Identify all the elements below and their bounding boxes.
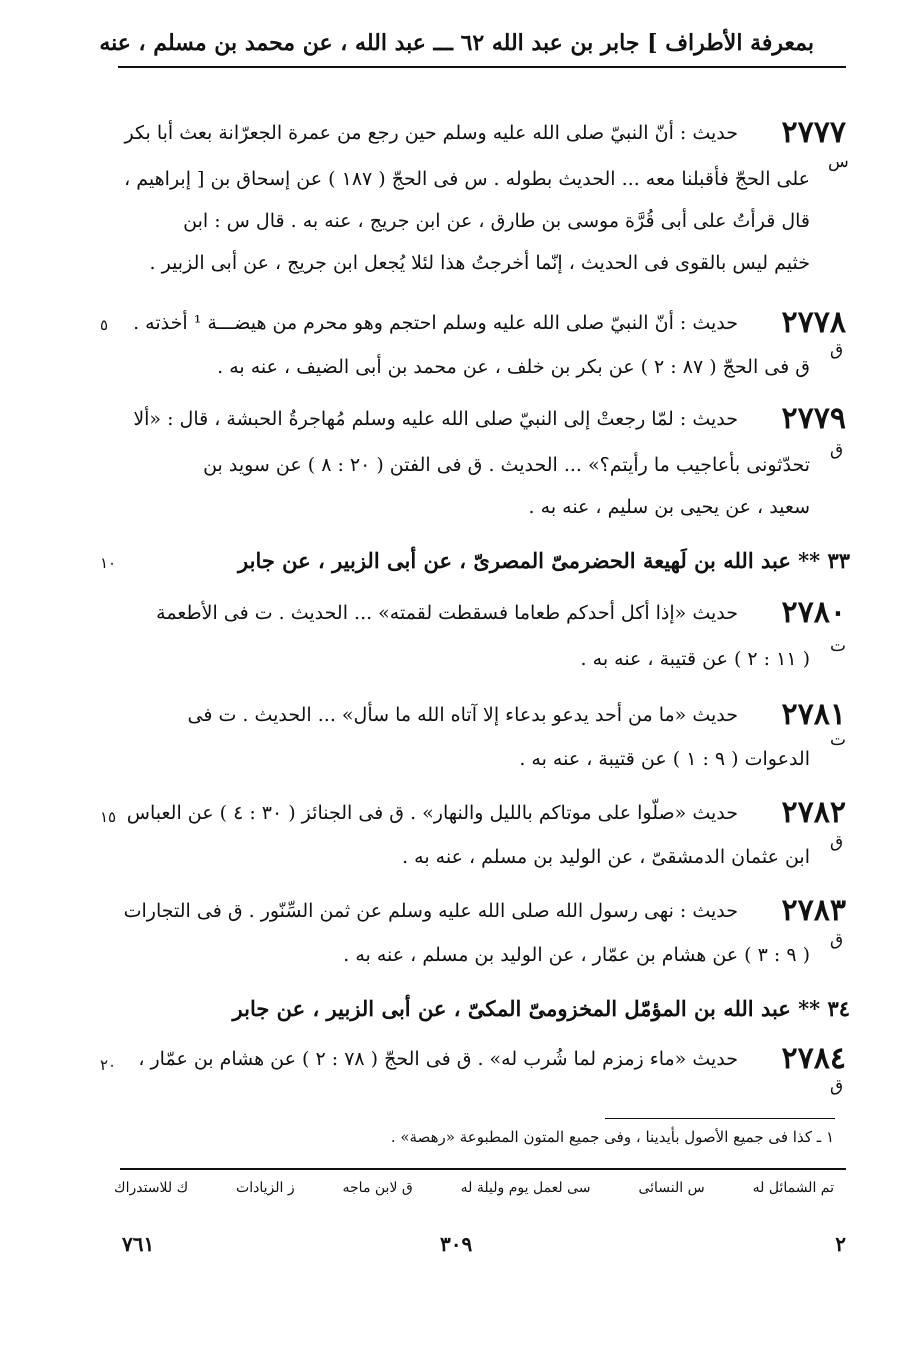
abbrev-item: ز الزيادات xyxy=(236,1180,295,1196)
entry-line: سعيد ، عن يحيى بن سليم ، عنه به . xyxy=(528,496,810,518)
line-number: ٥ xyxy=(100,316,109,334)
entry-line: ق فى الحجّ ( ٨٧ : ٢ ) عن بكر بن خلف ، عن محمد بن أبى الضيف ، عنه به . xyxy=(217,356,810,378)
entry-number: ٢٧٨٣ xyxy=(781,893,846,928)
abbrev-item: ق لابن ماجه xyxy=(342,1180,413,1196)
entry-number: ٢٧٨١ xyxy=(781,697,846,732)
section-heading: ٣٣ ** عبد الله بن لَهيعة الحضرمىّ المصرىّ ، عن أبى الزبير ، عن جابر xyxy=(238,548,850,573)
line-number: ١٥ xyxy=(100,808,117,826)
entry-line: حديث : نهى رسول الله صلى الله عليه وسلم عن ثمن السِّنّور . ق فى التجارات xyxy=(123,900,738,922)
entry-line: حديث «صلّوا على موتاكم بالليل والنهار» . ق فى الجنائز ( ٣٠ : ٤ ) عن العباس xyxy=(126,802,738,824)
line-number: ١٠ xyxy=(100,554,117,572)
entry-line: حديث : أنّ النبيّ صلى الله عليه وسلم احتجم وهو محرم من هيضـــة ¹ أخذته . xyxy=(133,312,738,334)
entry-line: حديث «ما من أحد يدعو بدعاء إلا آتاه الله ما سأل» ... الحديث . ت فى xyxy=(187,704,738,726)
margin-siglum: س xyxy=(828,152,849,172)
margin-siglum: ق xyxy=(830,340,844,360)
margin-siglum: ق xyxy=(830,930,844,950)
entry-number: ٢٧٨٠ xyxy=(781,595,846,630)
footnote: ١ ـ كذا فى جميع الأصول بأيدينا ، وفى جميع المتون المطبوعة «رهصة» . xyxy=(390,1128,834,1146)
entry-number: ٢٧٧٩ xyxy=(781,401,846,436)
header-rule xyxy=(118,66,846,68)
entry-line: على الحجّ فأقبلنا معه ... الحديث بطوله . س فى الحجّ ( ١٨٧ ) عن إسحاق بن [ إبراهيم ، xyxy=(124,168,810,190)
entry-number: ٢٧٨٤ xyxy=(781,1041,846,1076)
abbrev-item: سى لعمل يوم وليلة له xyxy=(460,1180,591,1196)
entry-number: ٢٧٨٢ xyxy=(781,795,846,830)
margin-siglum: ق xyxy=(830,440,844,460)
entry-line: الدعوات ( ٩ : ١ ) عن قتيبة ، عنه به . xyxy=(519,748,810,770)
entry-line: ابن عثمان الدمشقىّ ، عن الوليد بن مسلم ، عنه به . xyxy=(402,846,810,868)
abbrev-item: ك للاستدراك xyxy=(114,1180,189,1196)
entry-number: ٢٧٧٨ xyxy=(781,305,846,340)
folio-left: ٧٦١ xyxy=(122,1232,155,1256)
entry-line: تحدّثونى بأعاجيب ما رأيتم؟» ... الحديث . ق فى الفتن ( ٢٠ : ٨ ) عن سويد بن xyxy=(203,454,810,476)
line-number: ٢٠ xyxy=(100,1056,117,1074)
entry-line: حديث : لمّا رجعتْ إلى النبيّ صلى الله عليه وسلم مُهاجرةُ الحبشة ، قال : «ألا xyxy=(133,408,738,430)
section-heading: ٣٤ ** عبد الله بن المؤمّل المخزومىّ المكىّ ، عن أبى الزبير ، عن جابر xyxy=(232,996,850,1021)
entry-line: حديث «إذا أكل أحدكم طعاما فسقطت لقمته» ... الحديث . ت فى الأطعمة xyxy=(156,602,738,624)
entry-line: حديث : أنّ النبيّ صلى الله عليه وسلم حين رجع من عمرة الجعرّانة بعث أبا بكر xyxy=(124,122,738,144)
entry-number: ٢٧٧٧ xyxy=(781,115,846,150)
margin-siglum: ت xyxy=(830,730,847,750)
abbrev-item: تم الشمائل له xyxy=(752,1180,834,1196)
entry-line: حديث «ماء زمزم لما شُرب له» . ق فى الحجّ ( ٧٨ : ٢ ) عن هشام بن عمّار ، xyxy=(138,1048,738,1070)
entry-line: خثيم ليس بالقوى فى الحديث ، إنّما أخرجتُ هذا لئلا يُجعل ابن جريج ، عن أبى الزبير . xyxy=(149,252,810,274)
folio-center: ٣٠٩ xyxy=(440,1232,473,1256)
folio-right: ٢ xyxy=(835,1232,846,1256)
abbrev-item: س النسائى xyxy=(638,1180,705,1196)
margin-siglum: ق xyxy=(830,832,844,852)
margin-siglum: ق xyxy=(830,1076,844,1096)
running-header: بمعرفة الأطراف ] جابر بن عبد الله ٦٢ ـــ عبد الله ، عن محمد بن مسلم ، عنه xyxy=(99,30,814,56)
entry-line: ( ١١ : ٢ ) عن قتيبة ، عنه به . xyxy=(580,648,810,670)
entry-line: قال قرأتُ على أبى قُرَّة موسى بن طارق ، عن ابن جريج ، عنه به . قال س : ابن xyxy=(183,210,810,232)
entry-line: ( ٩ : ٣ ) عن هشام بن عمّار ، عن الوليد بن مسلم ، عنه به . xyxy=(343,944,810,966)
margin-siglum: ت xyxy=(830,636,847,656)
footer-rule xyxy=(120,1168,846,1170)
footnote-rule xyxy=(605,1118,835,1119)
footer-abbreviations xyxy=(114,1180,834,1196)
